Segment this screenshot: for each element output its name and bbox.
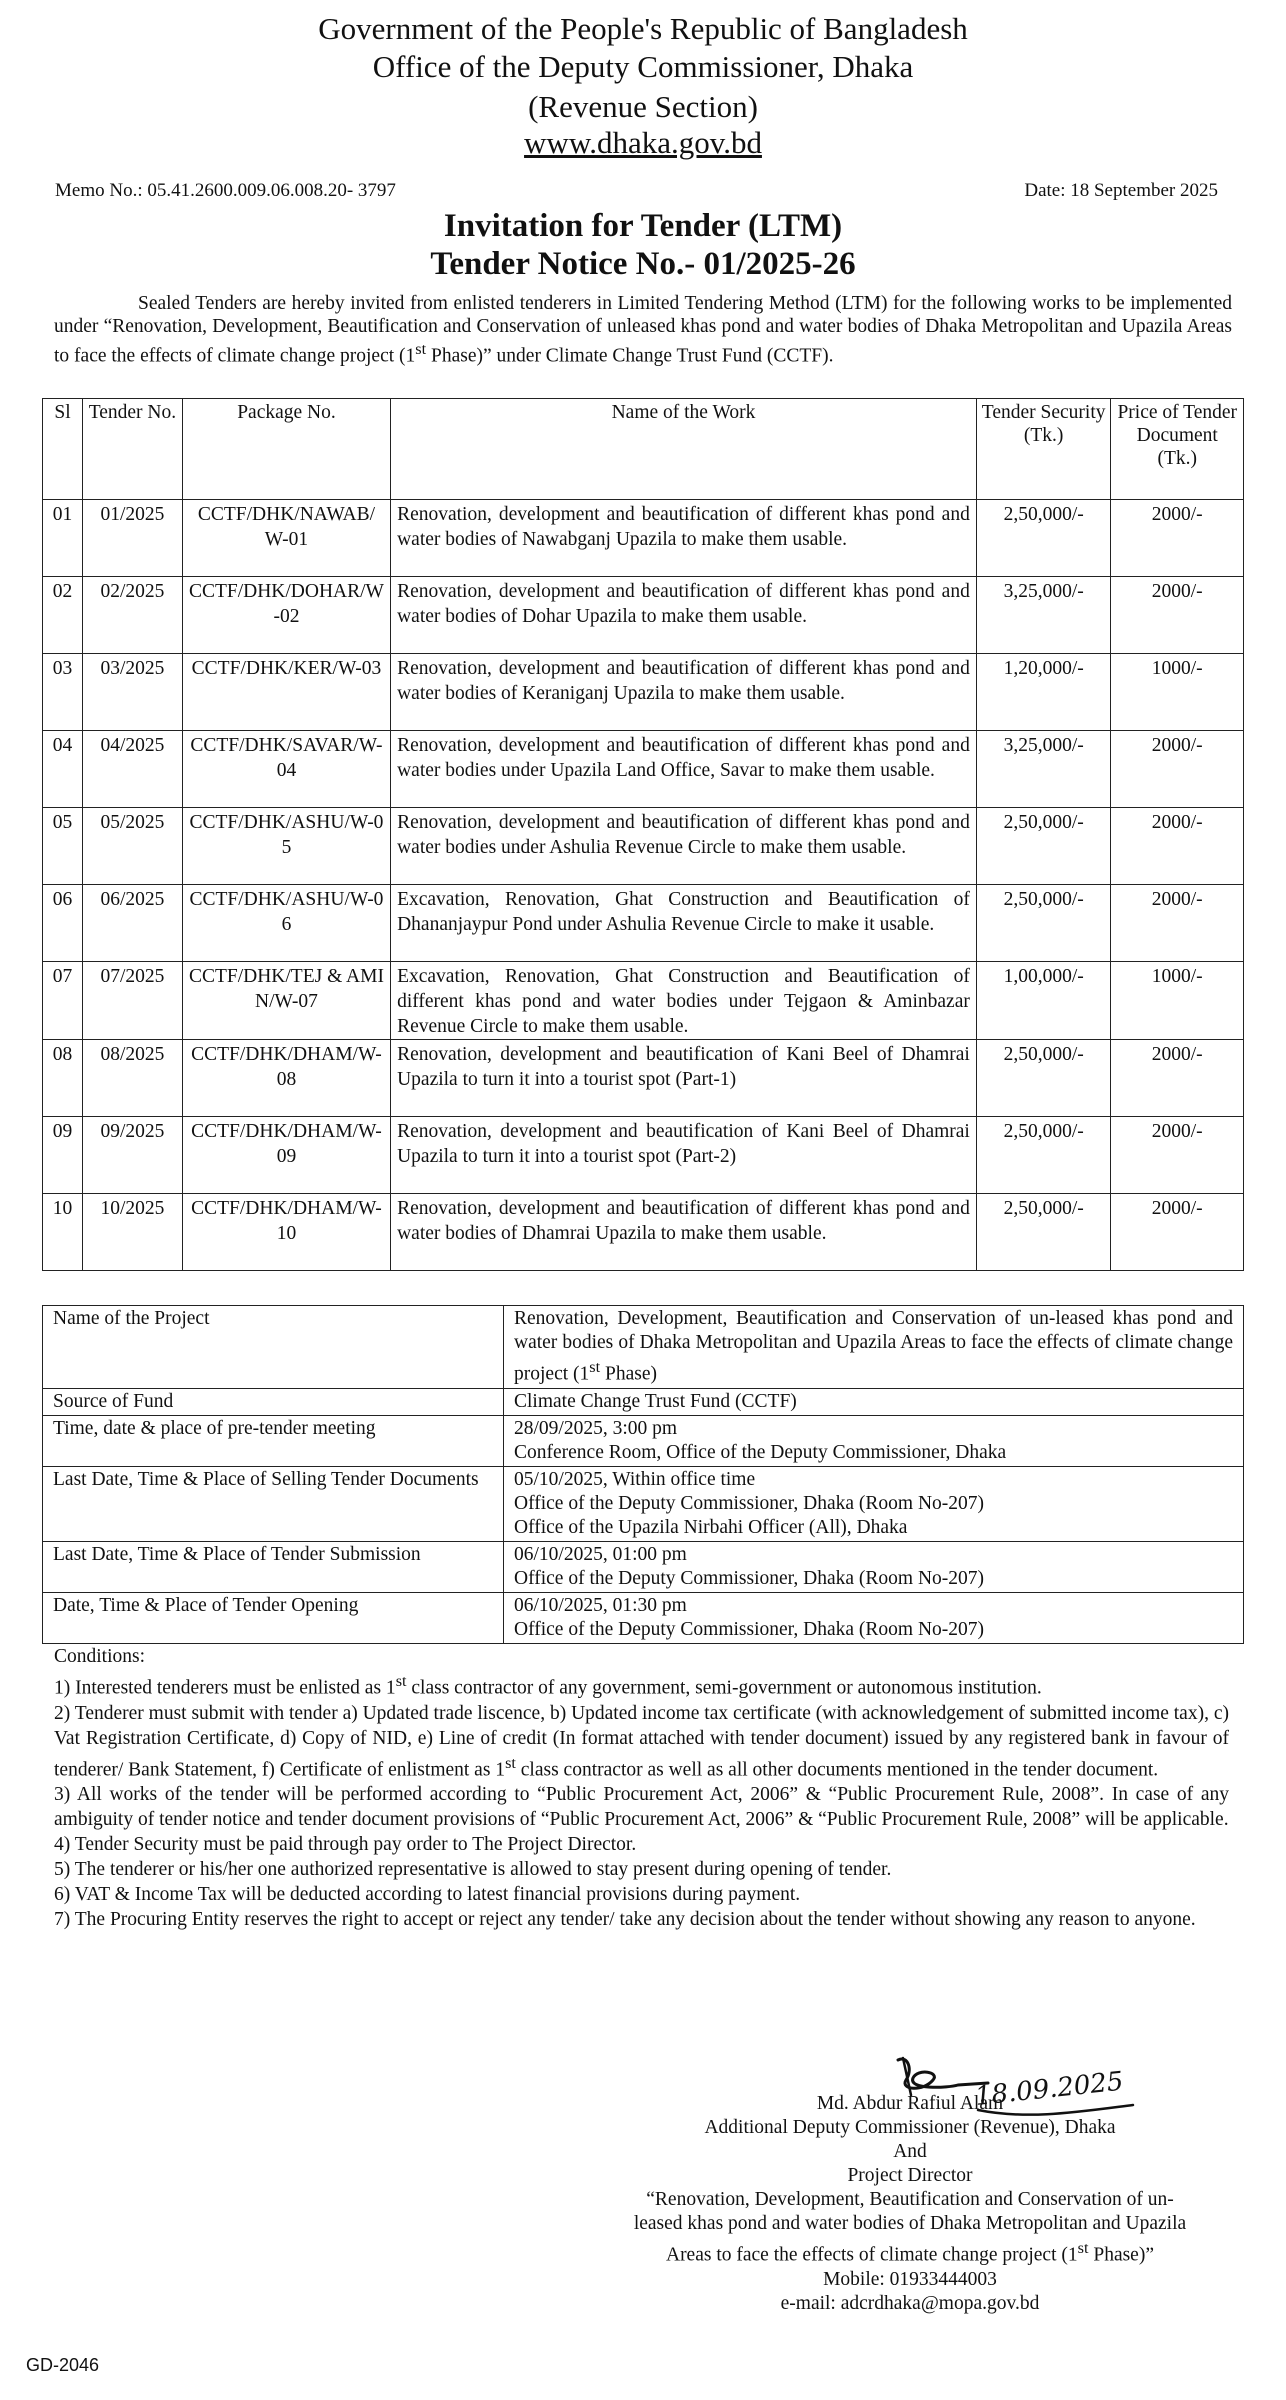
submission-value-1: 06/10/2025, 01:00 pm [514, 1543, 687, 1565]
info-row-project [43, 1306, 1244, 1389]
sl-cell: 01 [43, 500, 83, 577]
section-heading: (Revenue Section) [528, 89, 758, 124]
memo-number: Memo No.: 05.41.2600.009.06.008.20- 3797 [55, 180, 396, 201]
table-row [43, 962, 1244, 1040]
info-row-submission [43, 1541, 1244, 1592]
selling-value-2: Office of the Deputy Commissioner, Dhaka (Room No-207) [514, 1492, 985, 1514]
opening-value-2: Office of the Deputy Commissioner, Dhaka (Room No-207) [514, 1618, 985, 1640]
work-name-cell: Renovation, development and beautification of different khas pond and water bodies of Keraniganj Upazila to make them usable. [391, 654, 977, 731]
signatory-project-sup: st [1077, 2239, 1089, 2257]
document-price-cell: 1000/- [1111, 962, 1244, 1040]
conditions-heading: Conditions: [54, 1646, 146, 1667]
project-value-b: Phase) [600, 1363, 657, 1385]
office-heading: Office of the Deputy Commissioner, Dhaka [372, 49, 914, 84]
tender-no-cell: 01/2025 [82, 500, 182, 577]
condition-3: 3) All works of the tender will be performed according to “Public Procurement Act, 2006” & “Public Procurement Rule, 2008”. In case of any ambiguity of tender notice and tender document provisions of “Public Procurement Act, 2006” & “Public Procurement Rule, 2008” will be applicable. [54, 1784, 1229, 1830]
tender-table-header [43, 399, 1244, 500]
notice-date: Date: 18 September 2025 [1024, 180, 1218, 201]
notice-title: Invitation for Tender (LTM) [443, 208, 843, 244]
condition-1 [54, 1669, 1229, 1701]
submission-value-2: Office of the Deputy Commissioner, Dhaka (Room No-207) [514, 1567, 985, 1589]
package-no-cell: CCTF/DHK/ASHU/W-06 [182, 885, 390, 962]
tender-no-cell: 02/2025 [82, 577, 182, 654]
package-no-cell: CCTF/DHK/DOHAR/W-02 [182, 577, 390, 654]
condition-2 [54, 1701, 1229, 1783]
signatory-role: Project Director [847, 2165, 973, 2186]
document-price-cell: 1000/- [1111, 654, 1244, 731]
condition-6: 6) VAT & Income Tax will be deducted according to latest financial provisions during payment. [54, 1884, 801, 1905]
package-no-cell: CCTF/DHK/SAVAR/W-04 [182, 731, 390, 808]
col-header-tender-no: Tender No. [82, 399, 182, 500]
tender-no-cell: 08/2025 [82, 1040, 182, 1117]
package-no-cell: CCTF/DHK/DHAM/W-10 [182, 1194, 390, 1271]
document-price-cell: 2000/- [1111, 1117, 1244, 1194]
submission-label: Last Date, Time & Place of Tender Submission [43, 1541, 504, 1592]
tender-table-body [43, 500, 1244, 1271]
government-heading: Government of the People's Republic of Bangladesh [318, 11, 968, 46]
work-name-cell: Renovation, development and beautification of different khas pond and water bodies of Dhamrai Upazila to make them usable. [391, 1194, 977, 1271]
signatory-designation: Additional Deputy Commissioner (Revenue), Dhaka [704, 2117, 1116, 2138]
opening-value [504, 1592, 1244, 1643]
tender-no-cell: 03/2025 [82, 654, 182, 731]
sl-cell: 05 [43, 808, 83, 885]
table-row [43, 808, 1244, 885]
intro-text-b: Phase)” under Climate Change Trust Fund (CCTF). [426, 345, 834, 367]
package-no-cell: CCTF/DHK/KER/W-03 [182, 654, 390, 731]
pretender-label: Time, date & place of pre-tender meeting [43, 1415, 504, 1466]
fund-label: Source of Fund [43, 1388, 504, 1415]
condition-1-sup: st [395, 1672, 407, 1690]
intro-paragraph [54, 292, 1232, 368]
document-price-cell: 2000/- [1111, 577, 1244, 654]
table-row [43, 577, 1244, 654]
work-name-cell: Excavation, Renovation, Ghat Construction and Beautification of different khas pond and water bodies under Tejgaon & Aminbazar Revenue Circle to make them usable. [391, 962, 977, 1040]
tender-no-cell: 04/2025 [82, 731, 182, 808]
col-header-document-price: Price of Tender Document (Tk.) [1111, 399, 1244, 500]
info-row-fund [43, 1388, 1244, 1415]
notice-number: Tender Notice No.- 01/2025-26 [430, 246, 856, 282]
tender-security-cell: 2,50,000/- [976, 500, 1111, 577]
document-price-cell: 2000/- [1111, 1040, 1244, 1117]
sl-cell: 06 [43, 885, 83, 962]
condition-2-a: 2) Tenderer must submit with tender a) Updated trade liscence, b) Updated income tax certificate (with acknowledgement of submitted income tax), c) Vat Registration Certificate, d) Copy of NID, e) Line of credit (In format attached with tender document) issued by any registered bank in favour of tenderer/ Bank Statement, f) Certificate of enlistment as 1 [54, 1702, 1229, 1780]
table-row [43, 1040, 1244, 1117]
signatory-block [630, 2092, 1190, 2316]
table-row [43, 654, 1244, 731]
tender-security-cell: 2,50,000/- [976, 885, 1111, 962]
pretender-value-1: 28/09/2025, 3:00 pm [514, 1417, 678, 1439]
signatory-email[interactable]: e-mail: adcrdhaka@mopa.gov.bd [780, 2292, 1040, 2314]
table-row [43, 500, 1244, 577]
col-header-tender-security: Tender Security (Tk.) [976, 399, 1111, 500]
package-no-cell: CCTF/DHK/TEJ & AMIN/W-07 [182, 962, 390, 1040]
signatory-and: And [893, 2141, 927, 2162]
col-header-work-name: Name of the Work [391, 399, 977, 500]
tender-no-cell: 10/2025 [82, 1194, 182, 1271]
sl-cell: 04 [43, 731, 83, 808]
document-price-cell: 2000/- [1111, 731, 1244, 808]
work-name-cell: Renovation, development and beautification of different khas pond and water bodies of Dohar Upazila to make them usable. [391, 577, 977, 654]
selling-value [504, 1466, 1244, 1541]
sl-cell: 03 [43, 654, 83, 731]
sl-cell: 08 [43, 1040, 83, 1117]
condition-2-b: class contractor as well as all other documents mentioned in the tender document. [515, 1759, 1159, 1780]
pretender-value-2: Conference Room, Office of the Deputy Commissioner, Dhaka [514, 1441, 1007, 1463]
signatory-project-b: Phase)” [1088, 2244, 1154, 2266]
signatory-mobile: Mobile: 01933444003 [823, 2268, 997, 2290]
signature-date: 18.09.2025 [973, 2066, 1125, 2112]
work-name-cell: Renovation, development and beautification of Kani Beel of Dhamrai Upazila to turn it into a tourist spot (Part-1) [391, 1040, 977, 1117]
website-link[interactable]: www.dhaka.gov.bd [524, 125, 762, 160]
signatory-project [630, 2188, 1190, 2268]
condition-2-sup: st [505, 1753, 516, 1772]
condition-1-b: class contractor of any government, semi-government or autonomous institution. [406, 1677, 1042, 1699]
package-no-cell: CCTF/DHK/DHAM/W-08 [182, 1040, 390, 1117]
intro-sup: st [415, 340, 427, 358]
tender-info-table [42, 1305, 1244, 1644]
signatory-project-a: “Renovation, Development, Beautification and Conservation of un-leased khas pond and water bodies of Dhaka Metropolitan and Upazila Areas to face the effects of climate change project (1 [633, 2189, 1187, 2266]
tender-security-cell: 1,00,000/- [976, 962, 1111, 1040]
project-value-a: Renovation, Development, Beautification and Conservation of un-leased khas pond and water bodies of Dhaka Metropolitan and Upazila Areas to face the effects of climate change project (1 [514, 1308, 1233, 1385]
footer-code: GD-2046 [26, 2355, 100, 2375]
project-value [504, 1306, 1244, 1389]
pretender-value [504, 1415, 1244, 1466]
sl-cell: 10 [43, 1194, 83, 1271]
selling-value-3: Office of the Upazila Nirbahi Officer (All), Dhaka [514, 1516, 908, 1538]
condition-4: 4) Tender Security must be paid through pay order to The Project Director. [54, 1834, 637, 1855]
tender-security-cell: 2,50,000/- [976, 1040, 1111, 1117]
tender-security-cell: 2,50,000/- [976, 808, 1111, 885]
tender-security-cell: 2,50,000/- [976, 1194, 1111, 1271]
work-name-cell: Renovation, development and beautification of different khas pond and water bodies of Nawabganj Upazila to make them usable. [391, 500, 977, 577]
tender-table [42, 398, 1244, 1271]
submission-value [504, 1541, 1244, 1592]
info-row-opening [43, 1592, 1244, 1643]
document-price-cell: 2000/- [1111, 885, 1244, 962]
signatory-name: Md. Abdur Rafiul Alam [816, 2093, 1004, 2114]
project-value-sup: st [589, 1358, 601, 1376]
selling-label: Last Date, Time & Place of Selling Tender Documents [43, 1466, 504, 1541]
tender-no-cell: 09/2025 [82, 1117, 182, 1194]
package-no-cell: CCTF/DHK/NAWAB/W-01 [182, 500, 390, 577]
sl-cell: 07 [43, 962, 83, 1040]
document-price-cell: 2000/- [1111, 500, 1244, 577]
document-price-cell: 2000/- [1111, 1194, 1244, 1271]
col-header-sl: Sl [43, 399, 83, 500]
info-row-pretender [43, 1415, 1244, 1466]
tender-security-cell: 3,25,000/- [976, 731, 1111, 808]
sl-cell: 02 [43, 577, 83, 654]
tender-no-cell: 05/2025 [82, 808, 182, 885]
table-row [43, 731, 1244, 808]
package-no-cell: CCTF/DHK/ASHU/W-05 [182, 808, 390, 885]
tender-no-cell: 06/2025 [82, 885, 182, 962]
tender-security-cell: 2,50,000/- [976, 1117, 1111, 1194]
opening-label: Date, Time & Place of Tender Opening [43, 1592, 504, 1643]
selling-value-1: 05/10/2025, Within office time [514, 1468, 756, 1490]
fund-value: Climate Change Trust Fund (CCTF) [504, 1388, 1244, 1415]
table-row [43, 1117, 1244, 1194]
work-name-cell: Excavation, Renovation, Ghat Construction and Beautification of Dhananjaypur Pond under Ashulia Revenue Circle to make it usable. [391, 885, 977, 962]
tender-no-cell: 07/2025 [82, 962, 182, 1040]
work-name-cell: Renovation, development and beautification of Kani Beel of Dhamrai Upazila to turn it into a tourist spot (Part-2) [391, 1117, 977, 1194]
col-header-package-no: Package No. [182, 399, 390, 500]
conditions-section [54, 1644, 1229, 1932]
condition-7: 7) The Procuring Entity reserves the right to accept or reject any tender/ take any decision about the tender without showing any reason to anyone. [54, 1909, 1196, 1930]
info-row-selling [43, 1466, 1244, 1541]
work-name-cell: Renovation, development and beautification of different khas pond and water bodies under Ashulia Revenue Circle to make them usable. [391, 808, 977, 885]
table-row [43, 1194, 1244, 1271]
work-name-cell: Renovation, development and beautification of different khas pond and water bodies under Upazila Land Office, Savar to make them usable. [391, 731, 977, 808]
table-row [43, 885, 1244, 962]
intro-text-a: Sealed Tenders are hereby invited from enlisted tenderers in Limited Tendering Method (LTM) for the following works to be implemented under “Renovation, Development, Beautification and Conservation of unleased khas pond and water bodies of Dhaka Metropolitan and Upazila Areas to face the effects of climate change project (1 [54, 293, 1232, 367]
condition-1-a: 1) Interested tenderers must be enlisted as 1 [54, 1677, 396, 1699]
sl-cell: 09 [43, 1117, 83, 1194]
document-price-cell: 2000/- [1111, 808, 1244, 885]
condition-5: 5) The tenderer or his/her one authorized representative is allowed to stay present during opening of tender. [54, 1859, 892, 1880]
tender-security-cell: 3,25,000/- [976, 577, 1111, 654]
opening-value-1: 06/10/2025, 01:30 pm [514, 1594, 687, 1616]
package-no-cell: CCTF/DHK/DHAM/W-09 [182, 1117, 390, 1194]
project-label: Name of the Project [43, 1306, 504, 1389]
tender-security-cell: 1,20,000/- [976, 654, 1111, 731]
